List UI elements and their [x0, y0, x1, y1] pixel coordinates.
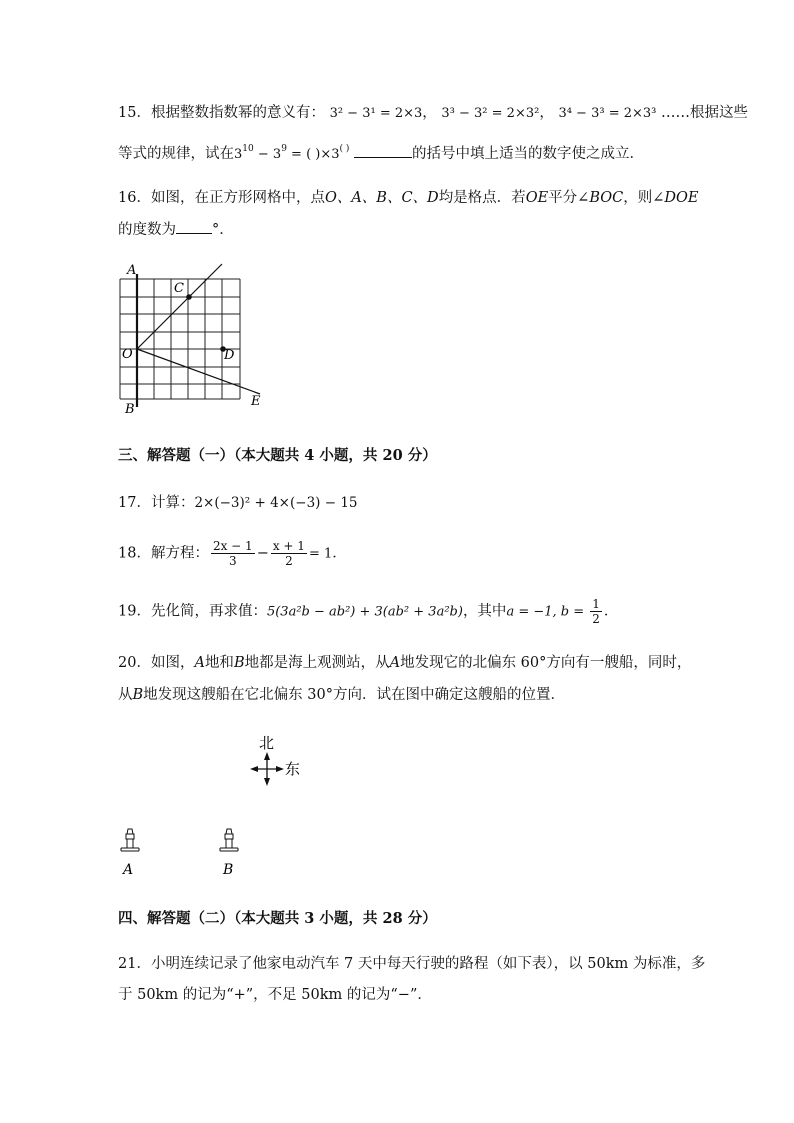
compass-east-arrow — [276, 766, 284, 772]
q18-rhs: = 1 — [308, 546, 333, 562]
q15-line2 — [118, 139, 644, 165]
q18-text: 解方程： — [150, 545, 209, 562]
q20-line1 — [118, 653, 691, 673]
q16-text-b: 均是格点．若 — [438, 190, 526, 206]
q16-oe: OE — [525, 190, 549, 206]
q18-frac1-den: 3 — [229, 554, 237, 568]
q19-end: ． — [603, 603, 619, 620]
q15-text-a: 根据整数指数幂的意义有： — [150, 105, 325, 121]
q18-fraction-1 — [211, 539, 255, 568]
q19 — [118, 597, 618, 626]
q16-text-a: 如图，在正方形网格中，点 — [150, 190, 325, 206]
q16-line1 — [118, 188, 699, 208]
q18-number: 18． — [118, 545, 151, 562]
q18 — [118, 539, 347, 568]
compass-north-label: 北 — [259, 734, 275, 752]
q21-number: 21． — [118, 956, 151, 972]
q15-expr-base1: 3 — [234, 147, 243, 162]
ray-oe — [137, 349, 260, 394]
q18-fraction-2 — [271, 539, 307, 568]
q15-expr-exp2: 9 — [281, 144, 287, 154]
q15-text-c: 等式的规律，试在 — [118, 146, 234, 162]
q15-eq1: 3² − 3¹ = 2×3 — [329, 106, 423, 121]
compass-north-arrow — [264, 752, 270, 760]
q20-line2 — [118, 685, 565, 705]
q16-points: O、A、B、C、D — [324, 190, 439, 206]
q17-number: 17． — [118, 495, 151, 511]
q19-fraction-half — [590, 597, 602, 626]
q15-eq3: 3⁴ − 3³ = 2×3³ — [558, 106, 657, 121]
q15-answer-blank[interactable] — [354, 143, 412, 158]
q18-minus: − — [256, 545, 269, 562]
q16-text-f: °． — [212, 222, 234, 238]
q16-answer-blank[interactable] — [176, 219, 212, 234]
q16-boc: BOC — [589, 190, 624, 206]
q20-a-ref: A — [389, 655, 401, 671]
q18-frac2-den: 2 — [285, 554, 293, 568]
q18-frac2-num: x + 1 — [272, 539, 305, 553]
q20-line2-a: 从 — [118, 687, 133, 703]
label-e: E — [251, 394, 261, 409]
q15-text-d: 的括号中填上适当的数字使之成立． — [412, 146, 645, 162]
q20-line1-b: 地和 — [204, 655, 234, 671]
q15-expr-eq: = ( )×3 — [286, 147, 340, 162]
q20-b: B — [233, 655, 245, 671]
station-a-label: A — [123, 862, 134, 878]
section4-title: 四、解答题（二）（本大题共 3 小题，共 28 分） — [118, 910, 437, 927]
q15-text-b: 根据这些 — [689, 105, 748, 121]
q16-grid-figure — [110, 262, 280, 417]
q15-ellipsis: …… — [660, 105, 690, 121]
label-d: D — [224, 348, 235, 363]
q21-line1-text: 小明连续记录了他家电动汽车 7 天中每天行驶的路程（如下表），以 50km 为标准，多 — [150, 956, 706, 972]
q16-number: 16． — [118, 190, 151, 206]
q20-compass — [240, 728, 310, 790]
lighthouse-a-icon — [116, 826, 146, 878]
label-b: B — [125, 402, 135, 417]
q20-b-ref: B — [132, 687, 144, 703]
station-b-label: B — [223, 862, 234, 878]
q19-number: 19． — [118, 603, 151, 620]
ray-oc — [137, 264, 222, 349]
q19-where: ，其中 — [462, 603, 507, 620]
q19-text: 先化简，再求值： — [150, 603, 267, 620]
q15-number: 15． — [118, 105, 151, 121]
q17-text: 计算： — [150, 495, 195, 511]
q19-expr: 5(3a²b − ab²) + 3(ab² + 3a²b) — [266, 604, 463, 620]
q20-line1-d: 地发现它的北偏东 60°方向有一艘船，同时， — [400, 655, 692, 671]
q15-expr-minus: − — [253, 147, 273, 162]
q20-line2-b: 地发现这艘船在它北偏东 30°方向．试在图中确定这艘船的位置． — [143, 687, 565, 703]
q19-half-den: 2 — [592, 612, 600, 626]
compass-west-arrow — [250, 766, 258, 772]
q15-expr-exp3: ( ) — [339, 144, 350, 154]
q21-line2: 于 50km 的记为“+”，不足 50km 的记为“−”． — [118, 987, 432, 1003]
q16-doe: DOE — [664, 190, 699, 206]
q20-line1-c: 地都是海上观测站，从 — [244, 655, 390, 671]
point-c — [186, 294, 192, 300]
q15-line1: 15．根据整数指数幂的意义有： 3² − 3¹ = 2×3， 3³ − 3² = 2×3²， 3⁴ − 3³ = 2×3³ ……根据这些 — [118, 105, 748, 121]
q16-text-d: ，则∠ — [623, 190, 665, 206]
q16-text-e: 的度数为 — [118, 222, 176, 238]
q18-end: ． — [332, 545, 347, 562]
q15-expr-exp1: 10 — [242, 144, 254, 154]
q17 — [118, 493, 358, 513]
q17-expr: 2×(−3)² + 4×(−3) − 15 — [194, 495, 358, 511]
q18-frac1-num: 2x − 1 — [212, 539, 253, 553]
q16-text-c: 平分∠ — [548, 190, 590, 206]
label-a: A — [127, 263, 137, 278]
label-c: C — [174, 281, 184, 296]
q20-a: A — [194, 655, 205, 671]
q19-half-num: 1 — [592, 597, 600, 611]
q16-line2 — [118, 219, 234, 240]
section3-title: 三、解答题（一）（本大题共 4 小题，共 20 分） — [118, 447, 437, 464]
label-o: O — [122, 347, 133, 362]
q21-line1 — [118, 954, 705, 974]
q15-eq2: 3³ − 3² = 2×3² — [441, 106, 540, 121]
q20-line1-a: 如图， — [150, 655, 195, 671]
compass-east-label: 东 — [285, 760, 301, 778]
q19-cond-a: a = −1, b = — [506, 604, 589, 620]
compass-south-arrow — [264, 778, 270, 786]
q15-expr-base2: 3 — [272, 147, 282, 162]
q20-number: 20． — [118, 655, 151, 671]
lighthouse-b-icon — [215, 826, 245, 878]
